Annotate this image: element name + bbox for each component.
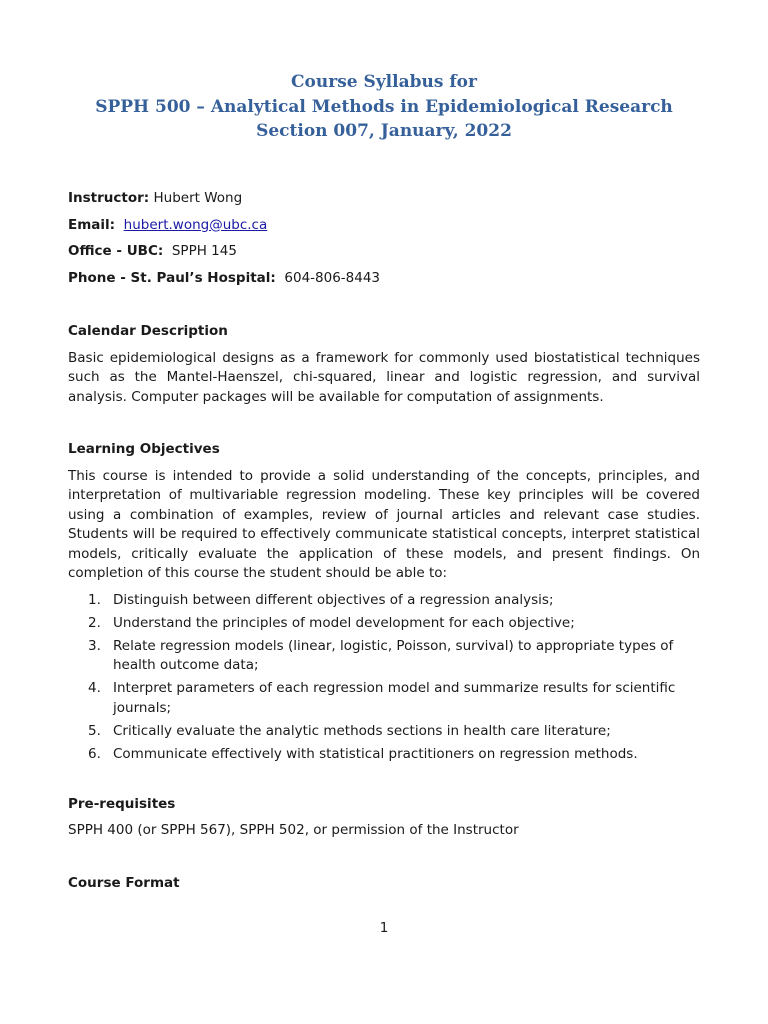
instructor-field (68, 189, 700, 209)
list-item: 3. Relate regression models (linear, logistic, Poisson, survival) to appropriate types of health outcome data; (88, 637, 674, 673)
list-item: 1. Distinguish between different objectives of a regression analysis; (88, 591, 554, 608)
office-value: SPPH 145 (171, 243, 237, 259)
calendar-description-heading: Calendar Description (68, 323, 228, 339)
course-format-heading: Course Format (68, 874, 180, 891)
objectives-list (68, 591, 700, 765)
syllabus-content (68, 189, 700, 900)
learning-objectives-heading: Learning Objectives (68, 441, 220, 457)
office-field (68, 242, 700, 262)
instructor-value: Hubert Wong (153, 190, 243, 206)
email-label: Email: (68, 216, 116, 233)
calendar-description-text: Basic epidemiological designs as a framework for commonly used biostatistical techniques such as the Mantel-Haenszel, chi-squared, linear and logistic regression, and survival analysis. Computer packages will be available for computation of assignments. (68, 349, 700, 405)
phone-field (68, 269, 700, 289)
list-item: 4. Interpret parameters of each regression model and summarize results for scientific journals; (88, 680, 676, 716)
list-item: 2. Understand the principles of model development for each objective; (88, 614, 575, 631)
title-line-2: SPPH 500 – Analytical Methods in Epidemiological Research (95, 96, 673, 117)
title-line-1: Course Syllabus for (291, 72, 477, 92)
course-title (0, 70, 768, 144)
list-item: 6. Communicate effectively with statistical practitioners on regression methods. (88, 745, 638, 762)
phone-label: Phone - St. Paul’s Hospital: (68, 269, 276, 286)
email-field (68, 216, 700, 236)
office-label: Office - UBC: (68, 243, 164, 259)
email-link[interactable]: hubert.wong@ubc.ca (123, 216, 268, 233)
learning-objectives-intro: This course is intended to provide a solid understanding of the concepts, principles, and interpretation of multivariable regression modeling. These key principles will be covered using a combination of examples, review of journal articles and relevant case studies. Students will be required to effectively communicate statistical concepts, interpret statistical models, critically evaluate the application of these models, and present findings. On completion of this course the student should be able to: (68, 467, 700, 581)
phone-value: 604-806-8443 (284, 269, 381, 286)
instructor-label: Instructor: (68, 190, 150, 206)
list-item: 5. Critically evaluate the analytic methods sections in health care literature; (88, 722, 611, 739)
prerequisites-heading: Pre-requisites (68, 795, 176, 812)
prerequisites-text: SPPH 400 (or SPPH 567), SPPH 502, or permission of the Instructor (68, 822, 519, 838)
title-line-3: Section 007, January, 2022 (256, 121, 512, 141)
page-number: 1 (379, 920, 389, 936)
